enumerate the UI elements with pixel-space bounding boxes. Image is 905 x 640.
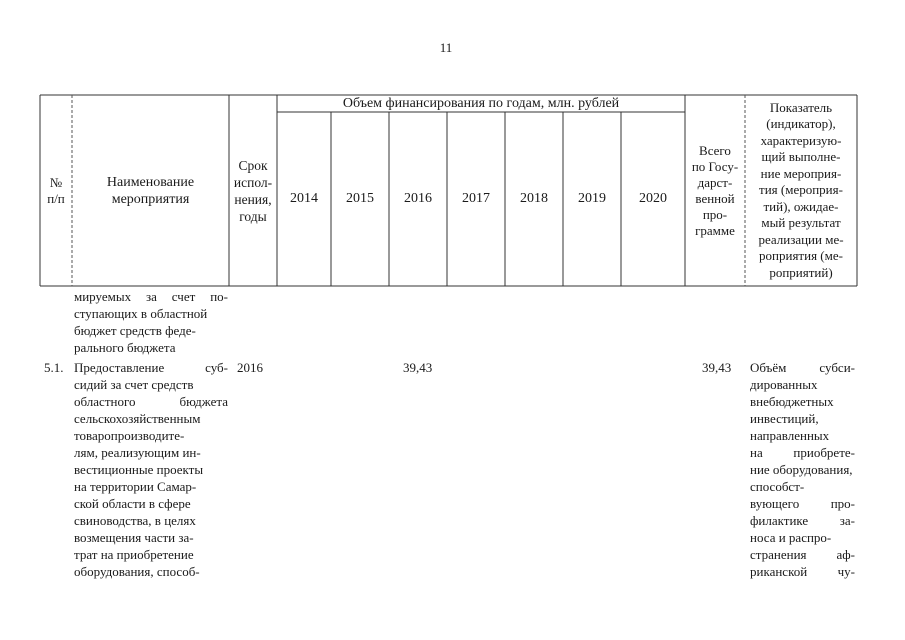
- name-line: областного бюджета: [74, 394, 228, 409]
- header-term: Срок испол- нения, годы: [233, 157, 273, 224]
- indicator-line: Объём субси-: [750, 360, 855, 375]
- header-funding-title: Объем финансирования по годам, млн. рублей: [342, 95, 620, 111]
- name-line: на территории Самар-: [74, 479, 197, 494]
- page-number: 11: [439, 40, 453, 55]
- header-year-2020: 2020: [639, 191, 667, 206]
- indicator-line: ние оборудования,: [750, 462, 853, 477]
- name-line: Предоставление суб-: [74, 360, 228, 375]
- header-year-2016: 2016: [404, 191, 432, 206]
- continuation-line-1: мируемых за счет по-: [74, 289, 228, 304]
- header-name: Наименование мероприятия: [106, 174, 195, 207]
- header-year-2014: 2014: [290, 191, 318, 206]
- header-year-2018: 2018: [520, 191, 548, 206]
- indicator-line: филактике за-: [750, 513, 855, 528]
- row-value-2016: 39,43: [403, 360, 433, 375]
- indicator-line: инвестиций,: [750, 411, 819, 426]
- name-line: товаропроизводите-: [74, 428, 185, 443]
- name-line: лям, реализующим ин-: [74, 445, 201, 460]
- indicator-line: носа и распро-: [750, 530, 832, 545]
- indicator-line: внебюджетных: [750, 394, 834, 409]
- header-year-2015: 2015: [346, 191, 374, 206]
- indicator-line: на приобрете-: [750, 445, 855, 460]
- header-num: № п/п: [47, 174, 65, 206]
- header-total: Всего по Госу- дарст- венной про- грамме: [691, 142, 739, 238]
- row-number: 5.1.: [44, 360, 64, 375]
- row-term: 2016: [237, 360, 263, 375]
- name-line: сидий за счет средств: [74, 377, 194, 392]
- indicator-line: риканской чу-: [750, 564, 855, 579]
- indicator-line: способст-: [750, 479, 805, 494]
- name-line: свиноводства, в целях: [74, 513, 196, 528]
- indicator-line: вующего про-: [750, 496, 855, 511]
- name-line: возмещения части за-: [74, 530, 194, 545]
- name-line: сельскохозяйственным: [74, 411, 201, 426]
- header-indicator: Показатель (индикатор), характеризую- щий выполне- ние мероприя- тия (мероприя- тий), ожидае- мый результат реализации ме- роприятия (ме- роприятий): [758, 99, 844, 280]
- indicator-line: дированных: [750, 377, 818, 392]
- name-line: вестиционные проекты: [74, 462, 204, 477]
- row-indicator: [750, 359, 855, 580]
- row-total: 39,43: [702, 360, 732, 375]
- header-year-2019: 2019: [578, 191, 606, 206]
- name-line: трат на приобретение: [74, 547, 194, 562]
- indicator-line: направленных: [750, 428, 830, 443]
- continuation-text: мируемых за счет по- ступающих в областной бюджет средств феде- рального бюджета: [74, 289, 228, 355]
- row-name: [74, 359, 228, 580]
- name-line: ской области в сфере: [74, 496, 191, 511]
- header-year-2017: 2017: [462, 191, 490, 206]
- indicator-line: странения аф-: [750, 547, 855, 562]
- name-line: оборудования, способ-: [74, 564, 200, 579]
